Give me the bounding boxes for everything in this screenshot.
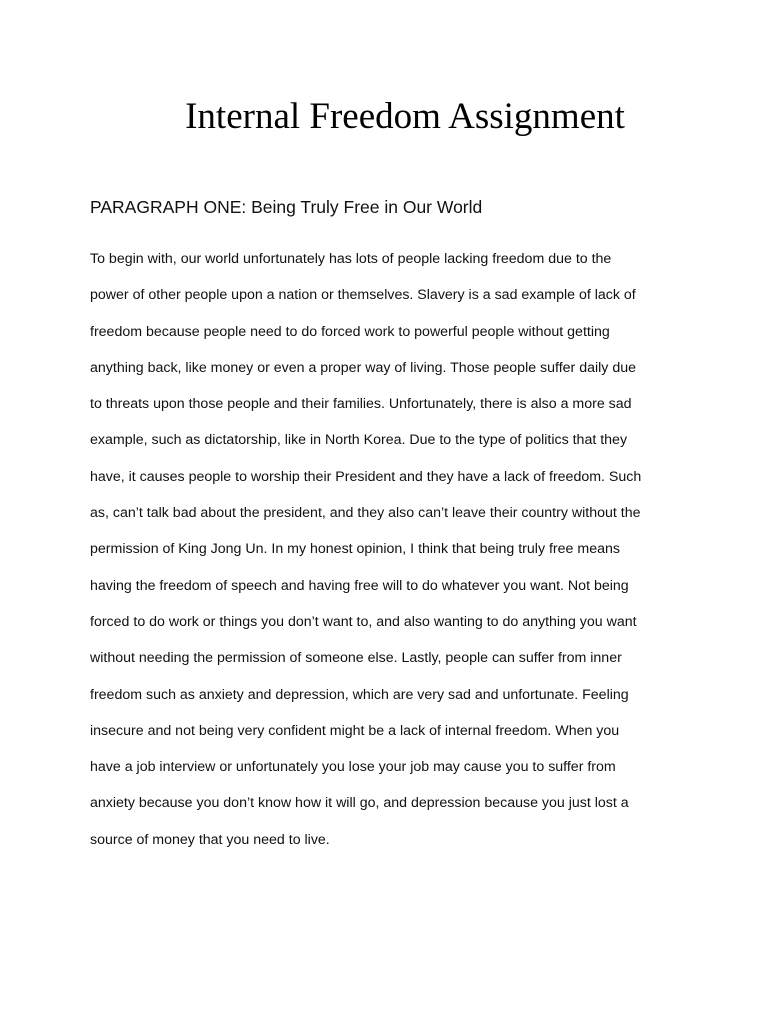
paragraph-line: anxiety because you don’t know how it will go, and depression because you just lost a xyxy=(90,795,629,812)
paragraph-line: freedom such as anxiety and depression, which are very sad and unfortunate. Feeling xyxy=(90,686,629,703)
paragraph-line: without needing the permission of someone else. Lastly, people can suffer from inner xyxy=(90,650,622,667)
paragraph-line: example, such as dictatorship, like in North Korea. Due to the type of politics that they xyxy=(90,432,628,449)
document-title: Internal Freedom Assignment xyxy=(185,96,625,137)
paragraph-heading: PARAGRAPH ONE: Being Truly Free in Our World xyxy=(90,197,483,217)
paragraph-line: To begin with, our world unfortunately has lots of people lacking freedom due to the xyxy=(90,251,612,267)
paragraph-line: have a job interview or unfortunately you lose your job may cause you to suffer from xyxy=(90,759,616,776)
paragraph-line: insecure and not being very confident might be a lack of internal freedom. When you xyxy=(90,722,620,739)
paragraph-line: freedom because people need to do forced work to powerful people without getting xyxy=(90,323,610,340)
paragraph-line: having the freedom of speech and having free will to do whatever you want. Not being xyxy=(90,577,629,594)
paragraph-line: to threats upon those people and their families. Unfortunately, there is also a more sad xyxy=(90,396,632,413)
paragraph-line: source of money that you need to live. xyxy=(90,831,330,848)
paragraph-line: power of other people upon a nation or themselves. Slavery is a sad example of lack of xyxy=(90,287,636,304)
paragraph-line: have, it causes people to worship their President and they have a lack of freedom. Such xyxy=(90,468,642,485)
paragraph-body xyxy=(90,248,690,865)
paragraph-line: forced to do work or things you don’t want to, and also wanting to do anything you want xyxy=(90,613,637,630)
paragraph-line: anything back, like money or even a proper way of living. Those people suffer daily due xyxy=(90,359,637,376)
paragraph-line: permission of King Jong Un. In my honest opinion, I think that being truly free means xyxy=(90,541,620,558)
paragraph-line: as, can’t talk bad about the president, and they also can’t leave their country without the xyxy=(90,505,641,522)
